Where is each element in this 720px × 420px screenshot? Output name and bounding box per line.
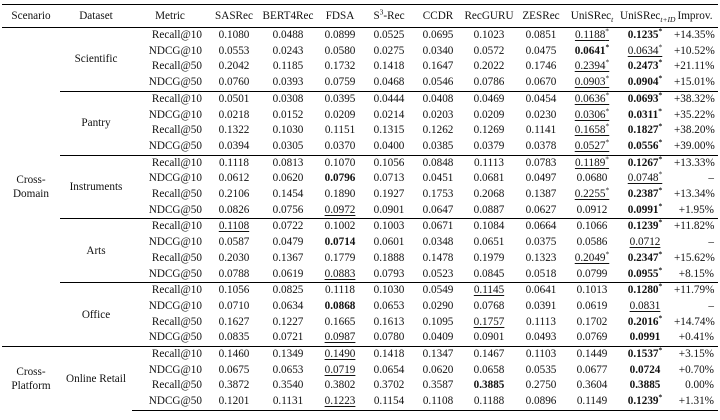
value-cell: 0.0444 — [364, 91, 414, 107]
value-cell: 0.1070 — [316, 155, 364, 171]
improvement-cell: +14.74% — [674, 315, 715, 328]
value-cell: 0.1149 — [566, 394, 618, 410]
value-cell: 0.1665 — [324, 315, 356, 328]
metric-cell: NDCG@10 — [148, 172, 202, 185]
value-cell: 0.0826 — [218, 203, 250, 216]
value-cell: 0.1262 — [422, 124, 454, 137]
table-row — [2, 283, 718, 299]
value-cell: 0.0523 — [422, 267, 454, 280]
header-model: SASRec — [208, 5, 260, 28]
value-cell: 0.0308 — [260, 91, 316, 107]
value-cell: 0.1779 — [324, 251, 356, 264]
value-cell: 0.1322 — [218, 124, 250, 137]
value-cell: 0.1239* — [618, 394, 672, 410]
improvement-cell: +13.34% — [674, 188, 715, 201]
value-cell: 0.0580 — [324, 44, 356, 57]
value-cell: 0.1702 — [576, 315, 608, 328]
value-cell: 0.3872 — [218, 379, 250, 392]
value-cell: 0.0721 — [272, 331, 304, 344]
value-cell: 0.0620 — [422, 363, 454, 376]
dataset-cell: Scientific — [60, 28, 132, 92]
value-cell: 0.0340 — [422, 44, 454, 57]
value-cell: 0.0218 — [218, 108, 250, 121]
value-cell: 0.0400 — [373, 139, 405, 152]
value-cell: 0.0714 — [324, 236, 356, 249]
header-metric: Metric — [132, 5, 208, 28]
value-cell: 0.0379 — [473, 139, 505, 152]
table-row — [2, 91, 718, 107]
value-cell: 0.0831 — [629, 299, 661, 312]
value-cell: 0.0681 — [473, 172, 505, 185]
value-cell: 0.0903* — [574, 73, 610, 89]
dataset-cell: Instruments — [60, 155, 132, 219]
value-cell: 0.1154 — [364, 394, 414, 410]
value-cell: 0.0904* — [627, 73, 663, 89]
value-cell: 0.1927 — [373, 188, 405, 201]
value-cell: 0.1189* — [566, 155, 618, 171]
dataset-cell: Office — [60, 283, 132, 347]
value-cell: 0.0658 — [473, 363, 505, 376]
improvement-cell: – — [708, 172, 714, 185]
value-cell: 0.0796 — [324, 172, 356, 185]
value-cell: 0.0306* — [574, 105, 610, 121]
value-cell: 0.0209 — [324, 108, 356, 121]
header-model: FDSA — [316, 5, 364, 28]
value-cell: 0.0664 — [516, 219, 566, 235]
value-cell: 0.0619 — [576, 299, 608, 312]
improvement-cell: +0.70% — [678, 363, 714, 376]
value-cell: 0.0572 — [473, 44, 505, 57]
value-cell: 0.0675 — [218, 363, 250, 376]
metric-cell: NDCG@50 — [148, 203, 202, 216]
value-cell: 0.0385 — [422, 139, 454, 152]
metric-cell: Recall@10 — [132, 155, 208, 171]
metric-cell: Recall@50 — [151, 60, 202, 73]
value-cell: 0.1013 — [566, 283, 618, 299]
value-cell: 0.0671 — [414, 219, 462, 235]
value-cell: 0.0719 — [324, 363, 356, 376]
value-cell: 0.3885 — [473, 379, 505, 392]
header-model: CCDR — [414, 5, 462, 28]
improvement-cell: +1.31% — [672, 394, 718, 410]
dataset-cell: Pantry — [60, 91, 132, 155]
table-row — [2, 28, 718, 44]
value-cell: 0.1227 — [272, 315, 304, 328]
value-cell: 0.3540 — [272, 379, 304, 392]
improvement-cell: +38.20% — [674, 124, 715, 137]
value-cell: 0.0230 — [525, 108, 557, 121]
metric-cell: Recall@50 — [151, 315, 202, 328]
value-cell: 0.3604 — [576, 379, 608, 392]
value-cell: 0.1201 — [208, 394, 260, 410]
metric-cell: NDCG@10 — [148, 363, 202, 376]
value-cell: 0.1188* — [566, 28, 618, 44]
header-dataset: Dataset — [60, 5, 132, 28]
value-cell: 0.0713 — [373, 172, 405, 185]
value-cell: 0.0214 — [373, 108, 405, 121]
value-cell: 0.0654 — [373, 363, 405, 376]
value-cell: 0.0991* — [627, 201, 663, 216]
value-cell: 0.1113 — [526, 315, 556, 328]
header-scenario: Scenario — [2, 5, 60, 28]
value-cell: 0.1141 — [525, 124, 557, 137]
value-cell: 0.0972 — [324, 203, 356, 216]
value-cell: 0.1188 — [462, 394, 516, 410]
value-cell: 0.0813 — [260, 155, 316, 171]
value-cell: 0.2387* — [627, 185, 663, 201]
value-cell: 0.1753 — [422, 188, 454, 201]
value-cell: 0.0290 — [422, 299, 454, 312]
improvement-cell: +3.15% — [672, 347, 718, 363]
value-cell: 0.0451 — [422, 172, 454, 185]
value-cell: 0.2750 — [525, 379, 557, 392]
value-cell: 0.0695 — [414, 28, 462, 44]
value-cell: 0.1347 — [414, 347, 462, 363]
value-cell: 0.0634 — [272, 299, 304, 312]
metric-cell: NDCG@50 — [148, 139, 202, 152]
value-cell: 0.3885 — [629, 379, 661, 392]
value-cell: 0.0899 — [316, 28, 364, 44]
value-cell: 0.1066 — [566, 219, 618, 235]
value-cell: 0.0627 — [525, 203, 557, 216]
value-cell: 0.0991 — [629, 331, 661, 344]
improvement-cell: +38.32% — [672, 91, 718, 107]
improvement-cell: +15.62% — [674, 251, 715, 264]
metric-cell: Recall@50 — [151, 379, 202, 392]
improvement-cell: +11.82% — [672, 219, 718, 235]
value-cell: 0.1454 — [272, 188, 304, 201]
value-cell: 0.1349 — [260, 347, 316, 363]
metric-cell: Recall@50 — [151, 124, 202, 137]
value-cell: 0.3802 — [324, 379, 356, 392]
value-cell: 0.2347* — [627, 249, 663, 264]
metric-cell: Recall@50 — [151, 251, 202, 264]
value-cell: 0.0641 — [516, 283, 566, 299]
header-row — [2, 5, 718, 28]
value-cell: 0.0535 — [525, 363, 557, 376]
value-cell: 0.0825 — [260, 283, 316, 299]
improvement-cell: +39.00% — [674, 139, 715, 152]
metric-cell: NDCG@50 — [148, 331, 202, 344]
value-cell: 0.2022 — [473, 60, 505, 73]
improvement-cell: – — [708, 236, 714, 249]
value-cell: 0.0475 — [525, 44, 557, 57]
value-cell: 0.1235* — [618, 28, 672, 44]
header-model: $S^3$-Rec — [364, 5, 414, 28]
header-model: UniSRec$_t$ — [566, 5, 618, 28]
value-cell: 0.1002 — [316, 219, 364, 235]
value-cell: 0.1151 — [324, 124, 356, 137]
value-cell: 0.0634* — [627, 41, 663, 57]
value-cell: 0.0769 — [576, 331, 608, 344]
metric-cell: Recall@10 — [132, 28, 208, 44]
value-cell: 0.0393 — [272, 76, 304, 89]
value-cell: 0.0677 — [576, 363, 608, 376]
value-cell: 0.0391 — [525, 299, 557, 312]
value-cell: 0.0987 — [324, 331, 356, 344]
value-cell: 0.1367 — [272, 251, 304, 264]
value-cell: 0.1084 — [462, 219, 516, 235]
metric-cell: NDCG@10 — [148, 236, 202, 249]
improvement-cell: +21.11% — [674, 60, 715, 73]
value-cell: 0.0868 — [324, 299, 356, 312]
value-cell: 0.0549 — [414, 283, 462, 299]
value-cell: 0.0546 — [422, 76, 454, 89]
scenario-cell: Cross-Platform — [2, 347, 60, 411]
value-cell: 0.0275 — [373, 44, 405, 57]
value-cell: 0.0348 — [422, 236, 454, 249]
value-cell: 0.0243 — [272, 44, 304, 57]
value-cell: 0.2473* — [627, 57, 663, 73]
metric-cell: Recall@50 — [151, 188, 202, 201]
metric-cell: NDCG@50 — [148, 267, 202, 280]
header-model: UniSRec$_{t+ID}$ — [618, 5, 672, 28]
value-cell: 0.0586 — [576, 236, 608, 249]
improvement-cell: +0.41% — [678, 331, 714, 344]
value-cell: 0.0783 — [516, 155, 566, 171]
value-cell: 0.2106 — [218, 188, 250, 201]
value-cell: 0.0493 — [525, 331, 557, 344]
value-cell: 0.1478 — [422, 251, 454, 264]
value-cell: 0.1145 — [462, 283, 516, 299]
value-cell: 0.1118 — [316, 283, 364, 299]
value-cell: 0.0587 — [218, 236, 250, 249]
value-cell: 0.0851 — [516, 28, 566, 44]
value-cell: 0.1827* — [627, 121, 663, 137]
value-cell: 0.0768 — [473, 299, 505, 312]
table-body — [2, 28, 718, 411]
value-cell: 0.0378 — [525, 139, 557, 152]
value-cell: 0.0620 — [272, 172, 304, 185]
value-cell: 0.0527* — [574, 137, 610, 152]
value-cell: 0.0636* — [566, 91, 618, 107]
value-cell: 0.0556* — [627, 137, 663, 152]
value-cell: 0.0693* — [618, 91, 672, 107]
metric-cell: NDCG@50 — [148, 76, 202, 89]
value-cell: 0.0468 — [373, 76, 405, 89]
value-cell: 0.0786 — [473, 76, 505, 89]
metric-cell: Recall@10 — [132, 283, 208, 299]
value-cell: 0.1627 — [218, 315, 250, 328]
value-cell: 0.2049* — [574, 249, 610, 264]
value-cell: 0.1280* — [618, 283, 672, 299]
value-cell: 0.0518 — [525, 267, 557, 280]
improvement-cell: +10.52% — [674, 44, 715, 57]
header-model: RecGURU — [462, 5, 516, 28]
value-cell: 0.1757 — [473, 315, 505, 328]
value-cell: 0.2030 — [218, 251, 250, 264]
metric-cell: NDCG@10 — [148, 44, 202, 57]
value-cell: 0.0203 — [422, 108, 454, 121]
value-cell: 0.1131 — [260, 394, 316, 410]
value-cell: 0.0394 — [218, 139, 250, 152]
value-cell: 0.0305 — [272, 139, 304, 152]
value-cell: 0.1118 — [208, 155, 260, 171]
value-cell: 0.1418 — [373, 60, 405, 73]
value-cell: 0.1267* — [618, 155, 672, 171]
value-cell: 0.2016* — [627, 312, 663, 328]
value-cell: 0.1890 — [324, 188, 356, 201]
value-cell: 0.1746 — [525, 60, 557, 73]
metric-cell: Recall@10 — [132, 347, 208, 363]
improvement-cell: +8.15% — [678, 267, 714, 280]
value-cell: 0.0724 — [629, 363, 661, 376]
value-cell: 0.0619 — [272, 267, 304, 280]
metric-cell: NDCG@10 — [148, 108, 202, 121]
value-cell: 0.1323 — [525, 251, 557, 264]
value-cell: 0.1108 — [414, 394, 462, 410]
value-cell: 0.1103 — [516, 347, 566, 363]
dataset-cell: Online Retail — [60, 347, 132, 411]
value-cell: 0.1056 — [208, 283, 260, 299]
value-cell: 0.1467 — [462, 347, 516, 363]
value-cell: 0.0525 — [364, 28, 414, 44]
metric-cell: NDCG@50 — [132, 394, 208, 410]
value-cell: 0.0209 — [473, 108, 505, 121]
value-cell: 0.0788 — [218, 267, 250, 280]
value-cell: 0.1185 — [272, 60, 304, 73]
value-cell: 0.0780 — [373, 331, 405, 344]
value-cell: 0.0680 — [576, 172, 608, 185]
dataset-cell: Arts — [60, 219, 132, 283]
value-cell: 0.1080 — [208, 28, 260, 44]
improvement-cell: +14.35% — [672, 28, 718, 44]
value-cell: 0.2068 — [473, 188, 505, 201]
value-cell: 0.0409 — [422, 331, 454, 344]
value-cell: 0.0887 — [473, 203, 505, 216]
value-cell: 0.0799 — [576, 267, 608, 280]
value-cell: 0.0651 — [473, 236, 505, 249]
value-cell: 0.0497 — [525, 172, 557, 185]
value-cell: 0.1108 — [208, 219, 260, 235]
value-cell: 0.0601 — [373, 236, 405, 249]
value-cell: 0.2042 — [218, 60, 250, 73]
value-cell: 0.0152 — [272, 108, 304, 121]
improvement-cell: – — [708, 299, 714, 312]
value-cell: 0.1658* — [574, 121, 610, 137]
improvement-cell: +13.33% — [672, 155, 718, 171]
value-cell: 0.0488 — [260, 28, 316, 44]
value-cell: 0.1003 — [364, 219, 414, 235]
header-improvement: Improv. — [672, 5, 718, 28]
improvement-cell: +11.79% — [672, 283, 718, 299]
value-cell: 0.0845 — [473, 267, 505, 280]
table-row — [2, 155, 718, 171]
value-cell: 0.0712 — [629, 236, 661, 249]
value-cell: 0.0848 — [414, 155, 462, 171]
improvement-cell: +35.22% — [674, 108, 715, 121]
table-row — [2, 347, 718, 363]
value-cell: 0.0710 — [218, 299, 250, 312]
value-cell: 0.2394* — [574, 57, 610, 73]
value-cell: 0.1030 — [272, 124, 304, 137]
value-cell: 0.1647 — [422, 60, 454, 73]
value-cell: 0.0641* — [574, 41, 610, 57]
value-cell: 0.3702 — [373, 379, 405, 392]
value-cell: 0.3587 — [422, 379, 454, 392]
value-cell: 0.2255* — [574, 185, 610, 201]
value-cell: 0.0759 — [324, 76, 356, 89]
metric-cell: Recall@10 — [132, 219, 208, 235]
value-cell: 0.0647 — [422, 203, 454, 216]
value-cell: 0.0375 — [525, 236, 557, 249]
table-row — [2, 219, 718, 235]
scenario-cell: Cross-Domain — [2, 28, 60, 347]
value-cell: 0.1023 — [462, 28, 516, 44]
value-cell: 0.0395 — [316, 91, 364, 107]
value-cell: 0.0469 — [462, 91, 516, 107]
value-cell: 0.1449 — [566, 347, 618, 363]
value-cell: 0.0408 — [414, 91, 462, 107]
value-cell: 0.1418 — [364, 347, 414, 363]
value-cell: 0.1239* — [618, 219, 672, 235]
value-cell: 0.1537* — [618, 347, 672, 363]
value-cell: 0.0454 — [516, 91, 566, 107]
value-cell: 0.0955* — [627, 264, 663, 280]
value-cell: 0.1315 — [373, 124, 405, 137]
value-cell: 0.0670 — [525, 76, 557, 89]
value-cell: 0.0901 — [473, 331, 505, 344]
value-cell: 0.0901 — [373, 203, 405, 216]
value-cell: 0.1732 — [324, 60, 356, 73]
value-cell: 0.0501 — [208, 91, 260, 107]
value-cell: 0.0748* — [627, 169, 663, 185]
value-cell: 0.1269 — [473, 124, 505, 137]
metric-cell: Recall@10 — [132, 91, 208, 107]
value-cell: 0.0760 — [218, 76, 250, 89]
metric-cell: NDCG@10 — [148, 299, 202, 312]
value-cell: 0.0722 — [260, 219, 316, 235]
improvement-cell: 0.00% — [685, 379, 714, 392]
value-cell: 0.1613 — [373, 315, 405, 328]
value-cell: 0.1056 — [364, 155, 414, 171]
value-cell: 0.0370 — [324, 139, 356, 152]
value-cell: 0.0653 — [272, 363, 304, 376]
value-cell: 0.1030 — [364, 283, 414, 299]
value-cell: 0.1113 — [462, 155, 516, 171]
value-cell: 0.0793 — [373, 267, 405, 280]
value-cell: 0.1979 — [473, 251, 505, 264]
value-cell: 0.0835 — [218, 331, 250, 344]
header-model: BERT4Rec — [260, 5, 316, 28]
value-cell: 0.1387 — [525, 188, 557, 201]
value-cell: 0.1490 — [316, 347, 364, 363]
value-cell: 0.0756 — [272, 203, 304, 216]
improvement-cell: +1.95% — [678, 203, 714, 216]
value-cell: 0.0479 — [272, 236, 304, 249]
value-cell: 0.1223 — [316, 394, 364, 410]
value-cell: 0.0912 — [576, 203, 608, 216]
value-cell: 0.0612 — [218, 172, 250, 185]
header-model: ZESRec — [516, 5, 566, 28]
results-table — [2, 4, 718, 411]
value-cell: 0.1888 — [373, 251, 405, 264]
value-cell: 0.0883 — [324, 267, 356, 280]
value-cell: 0.0653 — [373, 299, 405, 312]
improvement-cell: +15.01% — [674, 76, 715, 89]
value-cell: 0.0311* — [628, 105, 662, 121]
value-cell: 0.0553 — [218, 44, 250, 57]
value-cell: 0.1095 — [422, 315, 454, 328]
value-cell: 0.0896 — [516, 394, 566, 410]
value-cell: 0.1460 — [208, 347, 260, 363]
